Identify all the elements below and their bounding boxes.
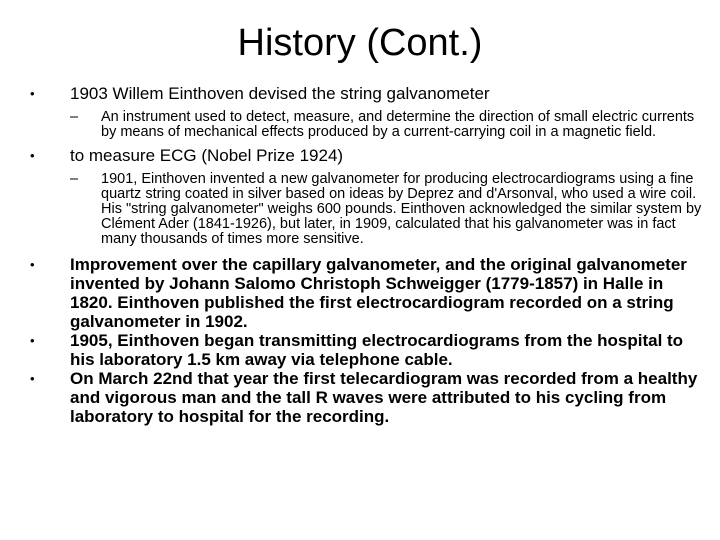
bullet-icon: • <box>30 86 35 101</box>
bullet-icon: • <box>30 371 35 386</box>
sub-bullet-text: 1901, Einthoven invented a new galvanometer for producing electrocardiograms using a fine quartz string coated in silver based on ideas by Deprez and d'Arsonval, who used a wire coil. His "string galvanometer" weighs 600 pounds. Einthoven acknowledged the similar system by Clément Ader (1841-1926), but later, in 1909, calculated that his galvanometer was in fact many thousands of times more sensitive. <box>101 171 702 247</box>
bullet-item <box>30 84 702 103</box>
bullet-icon: • <box>30 333 35 348</box>
bullet-text: 1905, Einthoven began transmitting electrocardiograms from the hospital to his laboratory 1.5 km away via telephone cable. <box>70 331 684 369</box>
bullet-item <box>30 331 702 369</box>
bullet-icon: • <box>30 148 35 163</box>
dash-icon: – <box>70 171 79 187</box>
bullet-text: On March 22nd that year the first telecardiogram was recorded from a healthy and vigorous man and the tall R waves were attributed to his cycling from laboratory to hospital for the recording. <box>70 369 698 426</box>
bullet-text: to measure ECG (Nobel Prize 1924) <box>70 146 344 165</box>
slide-title: History (Cont.) <box>237 22 483 64</box>
dash-icon: – <box>70 109 79 125</box>
bullet-list <box>30 84 702 426</box>
bullet-text: 1903 Willem Einthoven devised the string galvanometer <box>70 84 490 103</box>
bullet-item <box>30 369 702 426</box>
sub-bullet-item <box>30 110 702 140</box>
bullet-icon: • <box>30 257 35 272</box>
bullet-item <box>30 255 702 331</box>
sub-bullet-item <box>30 172 702 247</box>
bullet-item <box>30 146 702 165</box>
sub-bullet-text: An instrument used to detect, measure, and determine the direction of small electric currents by means of mechanical effects produced by a current-carrying coil in a magnetic field. <box>101 109 695 140</box>
bullet-text: Improvement over the capillary galvanometer, and the original galvanometer invented by Johann Salomo Christoph Schweigger (1779-1857) in Halle in 1820. Einthoven published the first electrocardiogram recorded on a string galvanometer in 1902. <box>70 255 687 331</box>
